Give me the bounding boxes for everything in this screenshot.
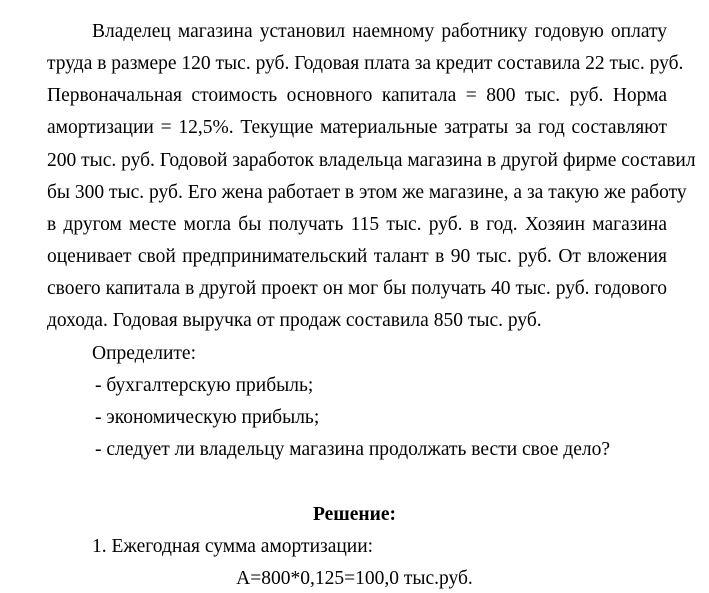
problem-line-7: в другом месте могла бы получать 115 тыс. руб. в год. Хозяин магазина bbox=[47, 214, 667, 235]
task-item-accounting-profit: - бухгалтерскую прибыль; bbox=[95, 375, 314, 396]
problem-line-1: Владелец магазина установил наемному работнику годовую оплату bbox=[92, 21, 667, 42]
solution-formula-1: А=800*0,125=100,0 тыс.руб. bbox=[236, 568, 473, 589]
solution-step-1: 1. Ежегодная сумма амортизации: bbox=[92, 536, 374, 557]
solution-heading: Решение: bbox=[312, 504, 397, 525]
problem-line-3: Первоначальная стоимость основного капитала = 800 тыс. руб. Норма bbox=[47, 85, 667, 106]
problem-line-5: 200 тыс. руб. Годовой заработок владельца магазина в другой фирме составил bbox=[47, 150, 696, 171]
problem-line-8: оценивает свой предпринимательский талант в 90 тыс. руб. От вложения bbox=[47, 246, 667, 267]
problem-line-2: труда в размере 120 тыс. руб. Годовая плата за кредит составила 22 тыс. руб. bbox=[47, 53, 684, 74]
problem-line-6: бы 300 тыс. руб. Его жена работает в этом же магазине, а за такую же работу bbox=[47, 182, 687, 203]
problem-line-4: амортизации = 12,5%. Текущие материальные затраты за год составляют bbox=[47, 117, 667, 138]
task-heading: Определите: bbox=[92, 343, 197, 364]
problem-line-10: дохода. Годовая выручка от продаж составила 850 тыс. руб. bbox=[47, 310, 542, 331]
problem-line-9: своего капитала в другой проект он мог бы получать 40 тыс. руб. годового bbox=[47, 278, 667, 299]
task-item-continue-business: - следует ли владельцу магазина продолжать вести свое дело? bbox=[95, 439, 610, 460]
task-item-economic-profit: - экономическую прибыль; bbox=[95, 407, 320, 428]
